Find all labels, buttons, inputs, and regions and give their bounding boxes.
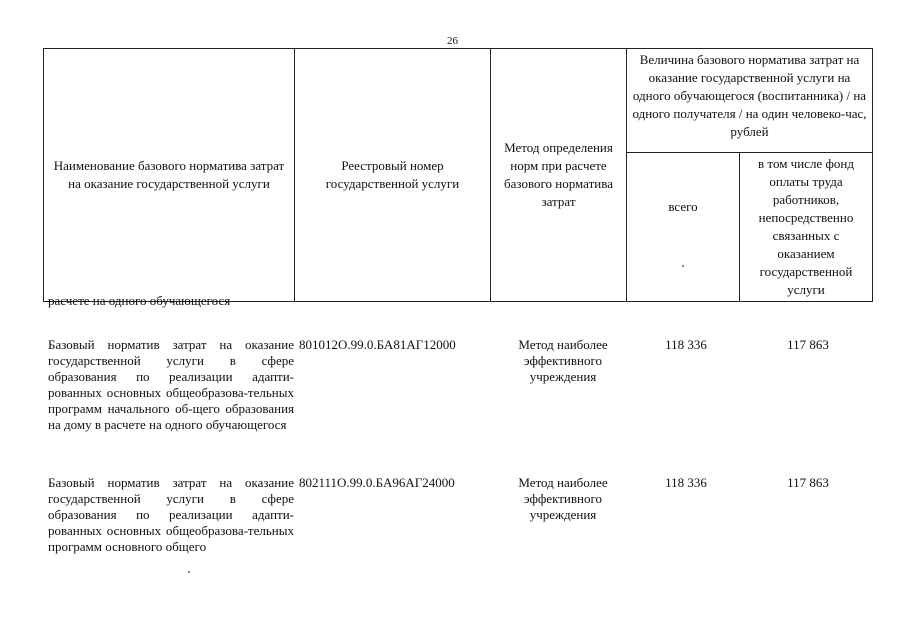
header-table (43, 48, 873, 302)
continuation-text: расчете на одного обучающегося (48, 293, 231, 308)
header-method: Метод определения норм при расчете базового норматива затрат (504, 140, 613, 209)
row-2-method: Метод наиболее эффективного учреждения (518, 475, 608, 522)
row-2-name: Базовый норматив затрат на оказание государственной услуги в сфере образования по реализации адапти-рованных основных общеобразова-тельных программ основного общего (48, 475, 294, 554)
header-value-group: Величина базового норматива затрат на оказание государственной услуги на одного обучающегося (воспитанника) / на одного получателя / на один человеко-час, рублей (632, 52, 867, 139)
scan-speck (682, 265, 684, 267)
row-1-total: 118 336 (665, 337, 707, 352)
row-1-method: Метод наиболее эффективного учреждения (518, 337, 608, 384)
header-name: Наименование базового норматива затрат на оказание государственной услуги (53, 158, 285, 191)
header-value-group-cell (627, 49, 873, 153)
page-number: 26 (447, 35, 458, 47)
row-2-total: 118 336 (665, 475, 707, 490)
row-1-including: 117 863 (787, 337, 829, 352)
header-including: в том числе фонд оплаты труда работников, непосредственно связанных с оказанием государственной услуги (758, 156, 854, 297)
header-registry-cell (295, 49, 491, 302)
row-2-including: 117 863 (787, 475, 829, 490)
header-total-cell (627, 153, 740, 302)
header-registry: Реестровый номер государственной услуги (325, 158, 460, 191)
row-1-registry: 801012О.99.0.БА81АГ12000 (299, 337, 456, 352)
row-1-name: Базовый норматив затрат на оказание государственной услуги в сфере образования по реализации адапти-рованных основных общеобразова-тельных программ начального об-щего образования на дому в расчете на одного обучающегося (48, 337, 294, 432)
header-method-cell (491, 49, 627, 302)
header-including-cell (740, 153, 873, 302)
scan-speck-bottom (188, 571, 190, 573)
row-2-registry: 802111О.99.0.БА96АГ24000 (299, 475, 455, 490)
header-name-cell (44, 49, 295, 302)
header-total: всего (668, 199, 698, 214)
